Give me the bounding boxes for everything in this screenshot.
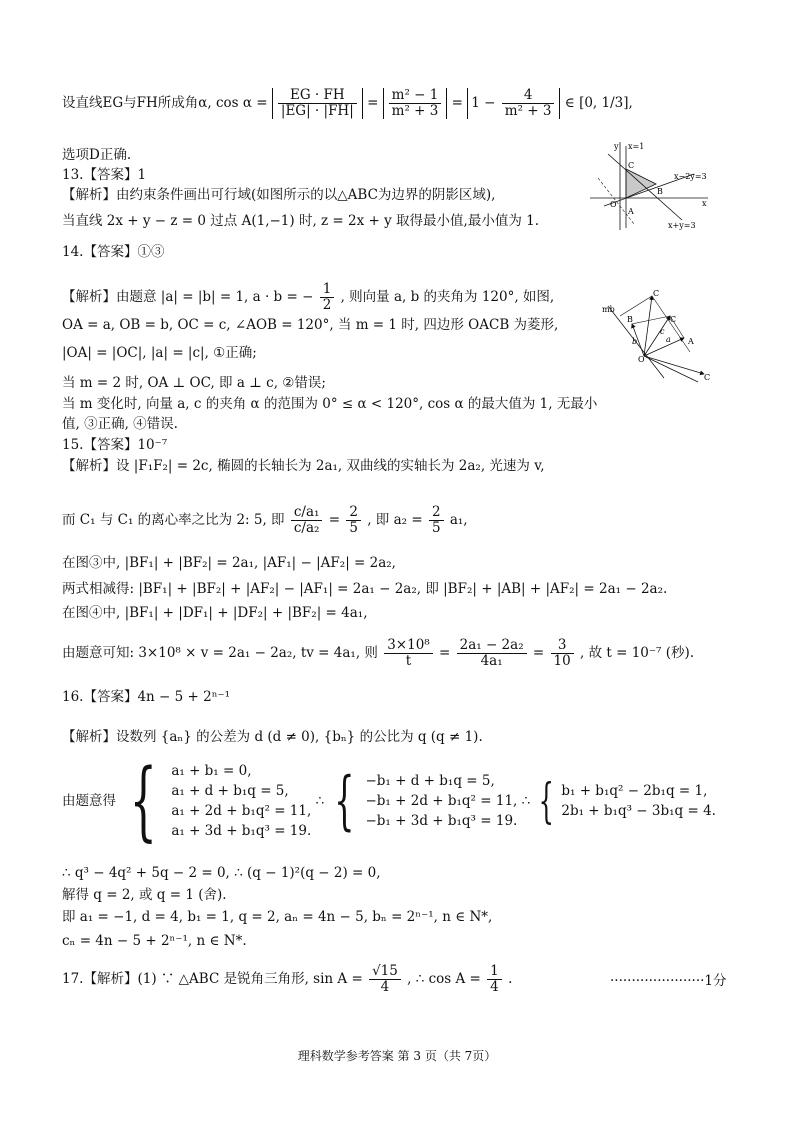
text-line: 【解析】设数列 {aₙ} 的公差为 d (d ≠ 0), {bₙ} 的公比为 q (q ≠ 1). — [62, 729, 483, 745]
answer-15: 15.【答案】10⁻⁷ — [62, 437, 168, 453]
label: A — [628, 207, 634, 216]
text-line: 解得 q = 2, 或 q = 1 (舍). — [62, 887, 227, 903]
text-line: 当 m = 2 时, OA ⊥ OC, 即 a ⊥ c, ②错误; — [62, 375, 326, 391]
text-line — [62, 505, 468, 536]
eq: a₁ + d + b₁q = 5, — [171, 783, 289, 799]
equation-system — [62, 751, 716, 851]
eq: a₁ + b₁ = 0, — [171, 763, 252, 779]
label: c — [660, 327, 665, 336]
fraction: $\frac{\text{2a₁ − 2a₂}}{\text{4a₁}}$ — [457, 638, 527, 669]
text: 而 C₁ 与 C₁ 的离心率之比为 2: 5, 即 — [62, 512, 285, 528]
score-marker: ······················1分 — [610, 973, 727, 989]
line-oc-ext — [644, 356, 698, 382]
system-1 — [171, 761, 311, 841]
vector-c-top — [644, 296, 652, 356]
label: O — [638, 355, 645, 364]
text: 由题意得 — [62, 793, 116, 809]
fraction: $\frac{1}{4}$ — [487, 964, 502, 995]
label: A — [688, 337, 694, 346]
text-line — [62, 964, 512, 995]
eq: −b₁ + d + b₁q = 5, — [365, 773, 495, 789]
text: ∈ [0, 1/3], — [564, 95, 633, 111]
text: = — [439, 645, 451, 661]
text-line: 当直线 2x + y − z = 0 过点 A(1,−1) 时, z = 2x + y 取得最小值,最小值为 1. — [62, 213, 540, 229]
text: , ∴ cos A = — [407, 971, 481, 987]
system-3 — [561, 781, 716, 821]
label: C — [653, 289, 660, 298]
text: = — [328, 512, 341, 528]
text: a₁, — [449, 512, 468, 528]
segment — [632, 316, 670, 324]
fraction: $\frac{EG \cdot FH}{|EG| \cdot |FH|}$ — [278, 88, 357, 119]
text-line: 【解析】设 |F₁F₂| = 2c, 椭圆的长轴长为 2a₁, 双曲线的实轴长为 2a₂, 光速为 v, — [62, 458, 545, 474]
brace: { — [129, 751, 158, 851]
text: 设直线EG与FH所成角α, cos α = — [62, 95, 268, 111]
text-line: ∴ q³ − 4q² + 5q − 2 = 0, ∴ (q − 1)²(q − 2) = 0, — [62, 865, 381, 881]
text-line: OA = a, OB = b, OC = c, ∠AOB = 120°, 当 m = 1 时, 四边形 OACB 为菱形, — [62, 317, 559, 333]
label: B — [627, 315, 633, 324]
abs-value — [467, 88, 560, 119]
label: C — [628, 161, 635, 170]
text-line: 当 m 变化时, 向量 a, c 的夹角 α 的范围为 0° ≤ α < 120°, cos α 的最大值为 1, 无最小 — [62, 396, 598, 412]
answer-13: 13.【答案】1 — [62, 167, 147, 183]
page-footer: 理科数学参考答案 第 3 页（共 7页） — [297, 1049, 497, 1063]
text: ∴ — [315, 793, 325, 809]
fraction: $\frac{\text{c/a₁}}{\text{c/a₂}}$ — [291, 505, 323, 536]
text-line — [62, 638, 694, 669]
feasible-region-figure — [584, 140, 712, 232]
label: x — [702, 199, 707, 208]
text: , 则向量 a, b 的夹角为 120°, 如图, — [340, 289, 555, 305]
fraction: $\frac{\text{3×10⁸}}{t}$ — [384, 638, 433, 669]
text: . — [508, 971, 513, 987]
eq: −b₁ + 3d + b₁q³ = 19. — [365, 813, 518, 829]
text: , 故 t = 10⁻⁷ (秒). — [580, 645, 695, 661]
label: x=1 — [628, 142, 645, 151]
text-line: 值, ③正确, ④错误. — [62, 416, 178, 432]
segment — [620, 296, 652, 316]
text-line: 选项D正确. — [62, 147, 132, 163]
text: 1 − — [471, 95, 496, 111]
label: O — [610, 200, 617, 209]
fraction: $\frac{3}{10}$ — [551, 638, 574, 669]
fraction: $\frac{2}{5}$ — [429, 505, 444, 536]
abs-value — [272, 88, 363, 119]
answer-14: 14.【答案】①③ — [62, 244, 165, 260]
text-line: |OA| = |OC|, |a| = |c|, ①正确; — [62, 345, 257, 361]
text: = — [367, 95, 379, 111]
text-line — [62, 282, 554, 313]
label: y — [614, 142, 619, 151]
fraction: $\frac{\text{m² − 1}}{\text{m² + 3}}$ — [389, 88, 442, 119]
eq: 2b₁ + b₁q³ − 3b₁q = 4. — [561, 803, 716, 819]
text-line: 两式相减得: |BF₁| + |BF₂| + |AF₂| − |AF₁| = 2a₁ − 2a₂, 即 |BF₂| + |AB| + |AF₂| = 2a₁ − 2a₂. — [62, 581, 668, 597]
fraction: $\frac{2}{5}$ — [346, 505, 361, 536]
text: = — [451, 95, 463, 111]
eq: b₁ + b₁q² − 2b₁q = 1, — [561, 783, 708, 799]
abs-value — [383, 88, 448, 119]
text-line: 在图③中, |BF₁| + |BF₂| = 2a₁, |AF₁| − |AF₂| = 2a₂, — [62, 555, 396, 571]
text: , 即 a₂ = — [367, 512, 423, 528]
fraction: $\frac{√15}{4}$ — [369, 964, 401, 995]
vector-c-bottom — [644, 356, 704, 374]
text: ∴ — [521, 793, 531, 809]
label: mb — [602, 305, 615, 314]
text-line: 即 a₁ = −1, d = 4, b₁ = 1, q = 2, aₙ = 4n − 5, bₙ = 2ⁿ⁻¹, n ∈ N*, — [62, 909, 493, 925]
label: a — [666, 335, 671, 344]
label: b — [632, 337, 638, 346]
label: B — [657, 187, 663, 196]
label: C — [670, 315, 677, 324]
answer-16: 16.【答案】4n − 5 + 2ⁿ⁻¹ — [62, 689, 231, 705]
text: 17.【解析】(1) ∵ △ABC 是锐角三角形, sin A = — [62, 971, 363, 987]
eq: a₁ + 3d + b₁q³ = 19. — [171, 823, 312, 839]
label: x−2y=3 — [674, 172, 707, 181]
fraction: $\frac{4}{\text{m² + 3}}$ — [502, 88, 555, 119]
text: 由题意可知: 3×10⁸ × v = 2a₁ − 2a₂, tv = 4a₁, 则 — [62, 645, 378, 661]
text: 【解析】由题意 |a| = |b| = 1, a · b = − — [62, 289, 314, 305]
brace: { — [538, 773, 554, 829]
fraction: $\frac{1}{2}$ — [320, 282, 335, 313]
text-line: 【解析】由约束条件画出可行域(如图所示的以△ABC为边界的阴影区域), — [62, 187, 496, 203]
label: x+y=3 — [668, 221, 696, 230]
vector-figure — [600, 282, 716, 390]
text: = — [532, 645, 545, 661]
eq: a₁ + 2d + b₁q² = 11, — [171, 803, 312, 819]
brace: { — [334, 764, 355, 838]
angle-cos-line — [62, 88, 633, 119]
label: C — [704, 373, 711, 382]
system-2 — [365, 771, 517, 831]
text-line: cₙ = 4n − 5 + 2ⁿ⁻¹, n ∈ N*. — [62, 933, 247, 949]
line-x-plus-y — [608, 154, 682, 220]
eq: −b₁ + 2d + b₁q² = 11, — [365, 793, 518, 809]
text-line: 在图④中, |BF₁| + |DF₁| + |DF₂| + |BF₂| = 4a₁, — [62, 605, 368, 621]
